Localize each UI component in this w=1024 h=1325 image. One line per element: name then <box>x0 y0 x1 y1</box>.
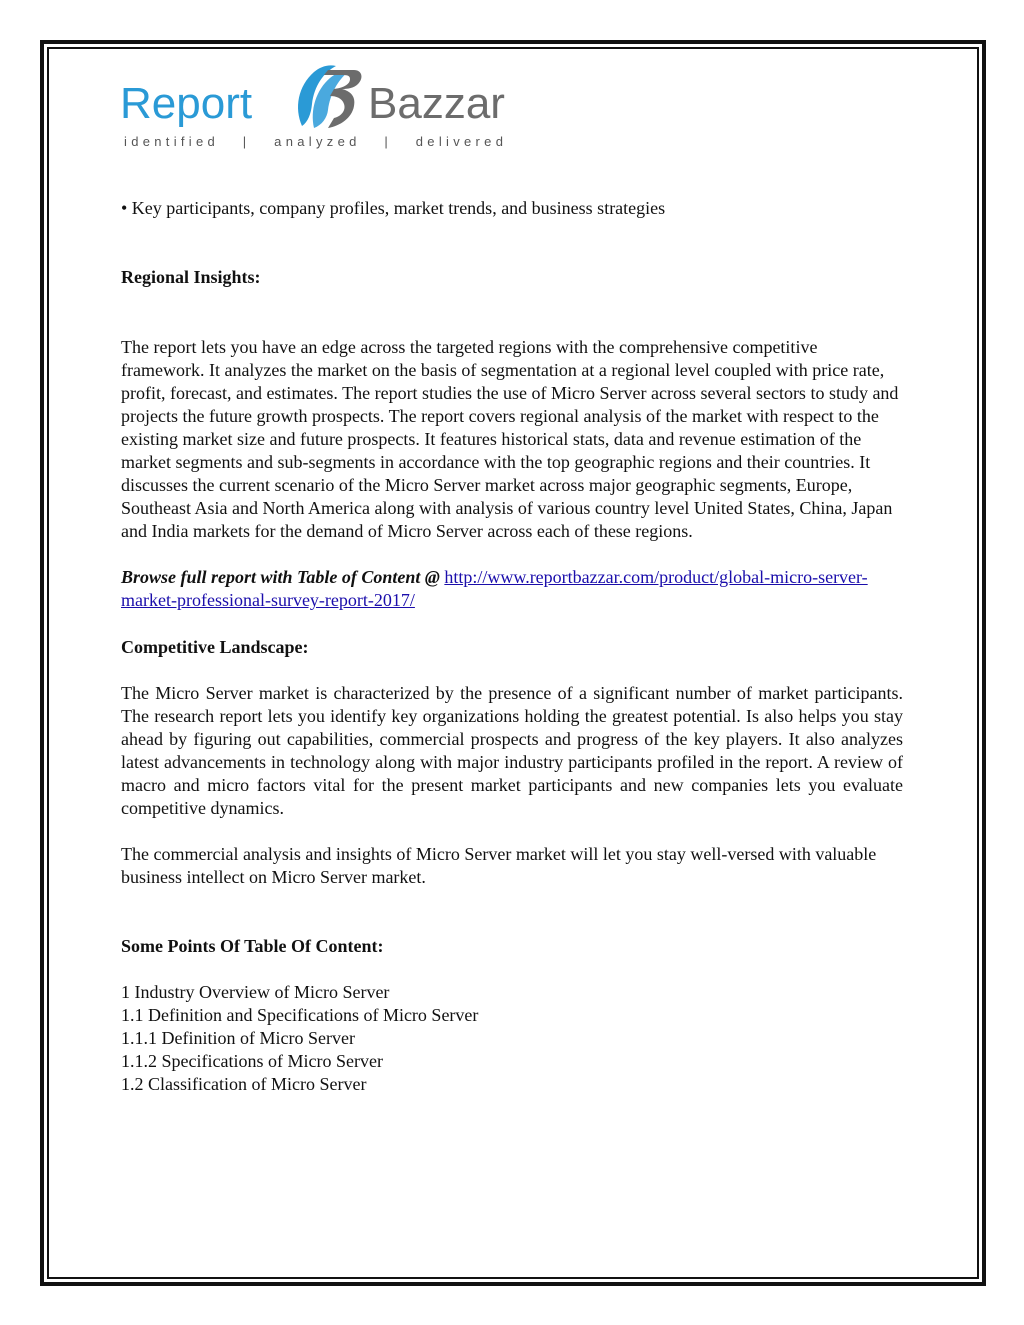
browse-report-label: Browse full report with Table of Content @ <box>121 567 440 587</box>
toc-item: 1.1 Definition and Specifications of Micro Server <box>121 1005 479 1025</box>
bullet-key-participants: • Key participants, company profiles, market trends, and business strategies <box>121 198 666 218</box>
toc-list <box>121 981 903 1096</box>
report-bazzar-mark-icon <box>284 58 366 138</box>
document-body <box>121 197 903 1096</box>
toc-item: 1 Industry Overview of Micro Server <box>121 982 390 1002</box>
competitive-paragraph-2: The commercial analysis and insights of Micro Server market will let you stay well-versed with valuable business intellect on Micro Server market. <box>121 844 877 887</box>
report-url-link[interactable]: http://www.reportbazzar.com/product/global-micro-server-market-professional-survey-report-2017/ <box>121 567 868 610</box>
logo-word-bazzar: Bazzar <box>368 79 505 128</box>
logo-tagline: identified | analyzed | delivered <box>124 134 508 149</box>
toc-heading: Some Points Of Table Of Content: <box>121 936 384 956</box>
report-bazzar-logo <box>120 58 530 154</box>
toc-item: 1.2 Classification of Micro Server <box>121 1074 367 1094</box>
regional-insights-paragraph: The report lets you have an edge across the targeted regions with the comprehensive competitive framework. It analyzes the market on the basis of segmentation at a regional level coupled with price rate, profit, forecast, and estimates. The report studies the use of Micro Server across several sectors to study and projects the future growth prospects. The report covers regional analysis of the market with respect to the existing market size and future prospects. It features historical stats, data and revenue estimation of the market segments and sub-segments in accordance with the top geographic regions and their countries. It discusses the current scenario of the Micro Server market across major geographic segments, Europe, Southeast Asia and North America along with analysis of various country level United States, China, Japan and India markets for the demand of Micro Server across each of these regions. <box>121 337 899 541</box>
competitive-paragraph-1: The Micro Server market is characterized by the presence of a significant number of market participants. The research report lets you identify key organizations holding the greatest potential. Is also helps you stay ahead by figuring out capabilities, commercial prospects and progress of the key players. It also analyzes latest advancements in technology along with major industry participants profiled in the report. A review of macro and micro factors vital for the present market participants and new companies lets you evaluate competitive dynamics. <box>121 683 903 818</box>
browse-report-line <box>121 566 903 612</box>
logo-word-report: Report <box>120 79 253 128</box>
competitive-landscape-heading: Competitive Landscape: <box>121 637 309 657</box>
toc-item: 1.1.2 Specifications of Micro Server <box>121 1051 383 1071</box>
regional-insights-heading: Regional Insights: <box>121 267 261 287</box>
toc-item: 1.1.1 Definition of Micro Server <box>121 1028 355 1048</box>
